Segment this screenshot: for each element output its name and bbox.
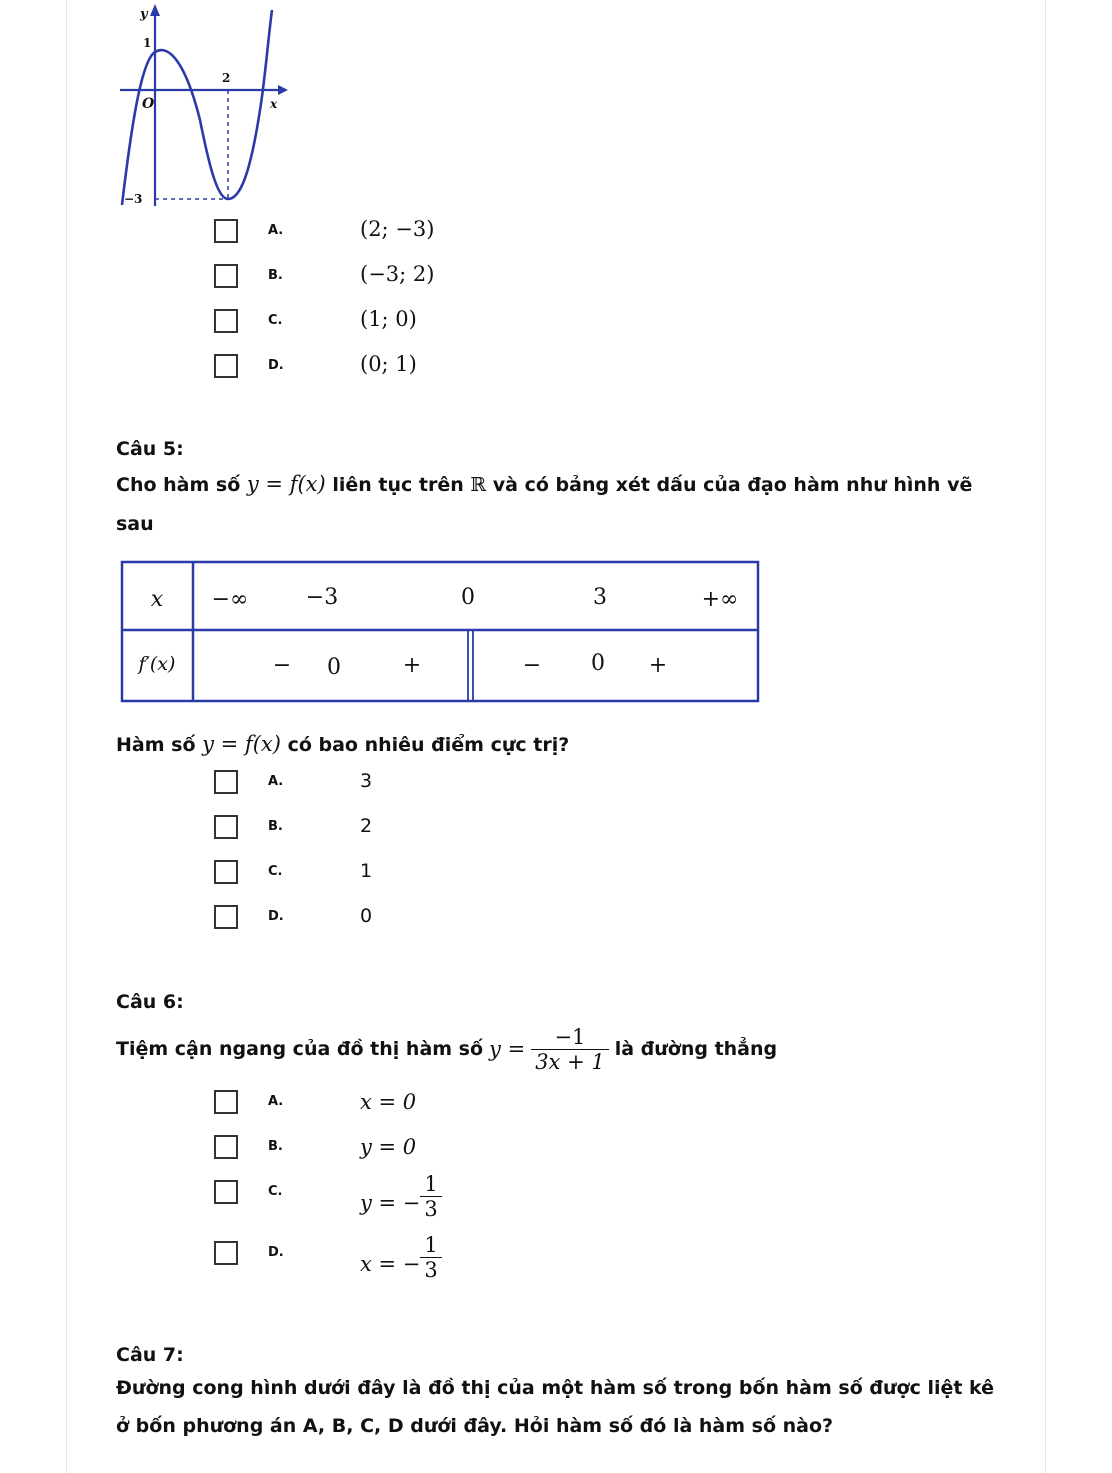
q6-checkbox-d[interactable]: [214, 1241, 238, 1265]
sign-table-x-3: 3: [593, 585, 607, 610]
sign-table-x-pos-inf: +∞: [701, 587, 739, 612]
sign-table-sign: −: [272, 653, 292, 678]
graph-origin-label: O: [142, 96, 155, 112]
q4-option-letter: A.: [268, 223, 284, 238]
q4-option-d[interactable]: [214, 354, 814, 384]
q7-text-line1: Đường cong hình dưới đây là đồ thị của một hàm số trong bốn hàm số được liệt kê: [116, 1377, 995, 1399]
q4-option-value: (2; −3): [360, 217, 435, 241]
q5-heading: Câu 5:: [116, 438, 184, 460]
q4-checkbox-d[interactable]: [214, 354, 238, 378]
q4-checkbox-a[interactable]: [214, 219, 238, 243]
q5-option-letter: B.: [268, 819, 283, 834]
q6-fraction-numerator: −1: [531, 1025, 609, 1050]
graph-x-label: x: [270, 97, 278, 111]
q6-option-c[interactable]: [214, 1172, 814, 1240]
sign-table-border: [122, 562, 758, 701]
q6-option-d-den: 3: [424, 1258, 438, 1282]
q5-text-line2: sau: [116, 513, 154, 535]
q6-option-b[interactable]: [214, 1135, 814, 1165]
q5-text-pre: Cho hàm số: [116, 474, 241, 496]
sign-table-x-label: x: [150, 587, 164, 612]
q5-option-letter: A.: [268, 774, 284, 789]
q5-text-post: và có bảng xét dấu của đạo hàm như hình vẽ: [492, 474, 973, 496]
q6-option-letter: B.: [268, 1139, 283, 1154]
q5-option-value: 2: [360, 815, 373, 837]
q6-heading: Câu 6:: [116, 991, 184, 1013]
q5-question-post: có bao nhiêu điểm cực trị?: [287, 734, 570, 756]
q4-option-a[interactable]: [214, 219, 814, 249]
q5-checkbox-c[interactable]: [214, 860, 238, 884]
q5-text-line1: [116, 472, 972, 496]
q5-question-pre: Hàm số: [116, 734, 196, 756]
q5-option-d[interactable]: [214, 905, 814, 935]
q6-option-letter: D.: [268, 1245, 284, 1260]
q6-checkbox-b[interactable]: [214, 1135, 238, 1159]
q6-option-c-num: 1: [420, 1172, 441, 1197]
graph-x-tick-2: 2: [222, 71, 231, 85]
q4-option-value: (−3; 2): [360, 262, 435, 286]
cubic-graph: [110, 0, 290, 212]
q6-text-pre: Tiệm cận ngang của đồ thị hàm số: [116, 1038, 484, 1060]
q5-option-c[interactable]: [214, 860, 814, 890]
y-axis-arrow: [150, 4, 160, 16]
sign-table: [120, 560, 762, 704]
q6-option-letter: A.: [268, 1094, 284, 1109]
q6-option-value: y = 0: [360, 1135, 417, 1159]
q7-text-line2: ở bốn phương án A, B, C, D dưới đây. Hỏi hàm số đó là hàm số nào?: [116, 1415, 834, 1437]
q5-option-a[interactable]: [214, 770, 814, 800]
graph-y-label: y: [140, 7, 148, 22]
q6-option-d-fraction: [420, 1233, 441, 1282]
q6-option-d-num: 1: [420, 1233, 441, 1258]
q5-set-symbol: ℝ: [470, 474, 487, 496]
sign-table-zero: 0: [591, 651, 605, 676]
q6-text: [116, 1014, 777, 1084]
sign-table-x-0: 0: [461, 585, 475, 610]
q4-option-c[interactable]: [214, 309, 814, 339]
sign-table-sign: +: [402, 653, 422, 678]
q5-option-value: 3: [360, 770, 373, 792]
q6-option-c-den: 3: [424, 1197, 438, 1221]
sign-table-sign: +: [648, 653, 668, 678]
sign-table-x-neg-inf: −∞: [211, 587, 249, 612]
q6-option-letter: C.: [268, 1184, 283, 1199]
q4-option-b[interactable]: [214, 264, 814, 294]
graph-y-tick-neg3: −3: [124, 192, 143, 206]
sign-table-zero: 0: [327, 655, 341, 680]
q5-option-letter: D.: [268, 909, 284, 924]
q4-option-letter: C.: [268, 313, 283, 328]
sign-table-x-neg3: −3: [305, 585, 339, 610]
q5-checkbox-d[interactable]: [214, 905, 238, 929]
q6-fraction: [531, 1025, 609, 1074]
q5-checkbox-b[interactable]: [214, 815, 238, 839]
q4-option-value: (0; 1): [360, 352, 417, 376]
q5-option-b[interactable]: [214, 815, 814, 845]
x-axis-arrow: [278, 85, 288, 95]
q6-option-d-value: [360, 1233, 442, 1282]
q6-text-post: là đường thẳng: [614, 1038, 778, 1060]
q6-option-c-fraction: [420, 1172, 441, 1221]
q7-heading: Câu 7:: [116, 1344, 184, 1366]
q5-checkbox-a[interactable]: [214, 770, 238, 794]
q5-question-formula: y = f(x): [202, 732, 281, 756]
q5-text-mid: liên tục trên: [332, 474, 464, 496]
q6-checkbox-a[interactable]: [214, 1090, 238, 1114]
q4-option-value: (1; 0): [360, 307, 417, 331]
q4-option-letter: B.: [268, 268, 283, 283]
q4-checkbox-c[interactable]: [214, 309, 238, 333]
q6-formula-lhs: y =: [489, 1037, 526, 1061]
q5-question: [116, 732, 569, 756]
q6-option-d[interactable]: [214, 1233, 814, 1301]
q5-option-value: 1: [360, 860, 373, 882]
q4-option-letter: D.: [268, 358, 284, 373]
q5-option-letter: C.: [268, 864, 283, 879]
q5-formula: y = f(x): [246, 472, 326, 496]
q4-checkbox-b[interactable]: [214, 264, 238, 288]
q6-option-a[interactable]: [214, 1090, 814, 1120]
sign-table-fprime-label: f′(x): [138, 653, 176, 675]
q6-option-c-lhs: y = −: [360, 1190, 421, 1215]
q6-option-c-value: [360, 1172, 442, 1221]
q6-option-value: x = 0: [360, 1090, 417, 1114]
graph-y-tick-1: 1: [143, 36, 152, 50]
q6-checkbox-c[interactable]: [214, 1180, 238, 1204]
q6-fraction-denominator: 3x + 1: [535, 1049, 605, 1074]
q5-option-value: 0: [360, 905, 373, 927]
q6-option-d-lhs: x = −: [360, 1251, 421, 1276]
sign-table-sign: −: [522, 653, 542, 678]
